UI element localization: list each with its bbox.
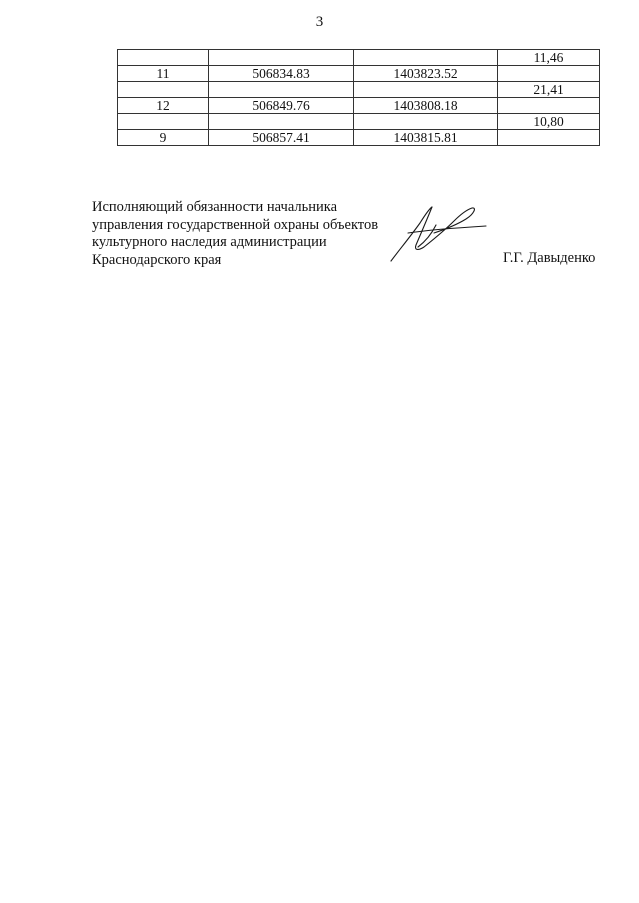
table-row: [118, 66, 600, 82]
distance-cell: [498, 66, 600, 82]
signer-name: Г.Г. Давыденко: [503, 250, 596, 266]
distance-cell: 21,41: [498, 82, 600, 98]
signer-position: [92, 199, 378, 269]
y-coordinate-cell: [354, 114, 498, 130]
point-number-cell: 9: [118, 130, 209, 146]
y-coordinate-cell: 1403815.81: [354, 130, 498, 146]
table-row: [118, 130, 600, 146]
table-row: [118, 98, 600, 114]
signer-position-line: управления государственной охраны объектов: [92, 216, 379, 233]
distance-cell: [498, 98, 600, 114]
distance-cell: 11,46: [498, 50, 600, 66]
x-coordinate-cell: 506834.83: [209, 66, 354, 82]
y-coordinate-cell: 1403823.52: [354, 66, 498, 82]
point-number-cell: [118, 82, 209, 98]
table-row: [118, 114, 600, 130]
distance-cell: [498, 130, 600, 146]
y-coordinate-cell: 1403808.18: [354, 98, 498, 114]
x-coordinate-cell: [209, 114, 354, 130]
signer-position-line: Исполняющий обязанности начальника: [92, 199, 338, 215]
point-number-cell: 11: [118, 66, 209, 82]
point-number-cell: 12: [118, 98, 209, 114]
handwritten-signature-icon: [388, 203, 498, 265]
coordinates-table: [117, 49, 600, 146]
y-coordinate-cell: [354, 50, 498, 66]
distance-cell: 10,80: [498, 114, 600, 130]
signer-position-line: культурного наследия администрации: [92, 234, 327, 250]
point-number-cell: [118, 50, 209, 66]
y-coordinate-cell: [354, 82, 498, 98]
x-coordinate-cell: 506857.41: [209, 130, 354, 146]
page-number: 3: [315, 14, 324, 30]
point-number-cell: [118, 114, 209, 130]
table-row: [118, 50, 600, 66]
table-row: [118, 82, 600, 98]
x-coordinate-cell: 506849.76: [209, 98, 354, 114]
x-coordinate-cell: [209, 82, 354, 98]
signer-position-line: Краснодарского края: [92, 251, 222, 268]
x-coordinate-cell: [209, 50, 354, 66]
